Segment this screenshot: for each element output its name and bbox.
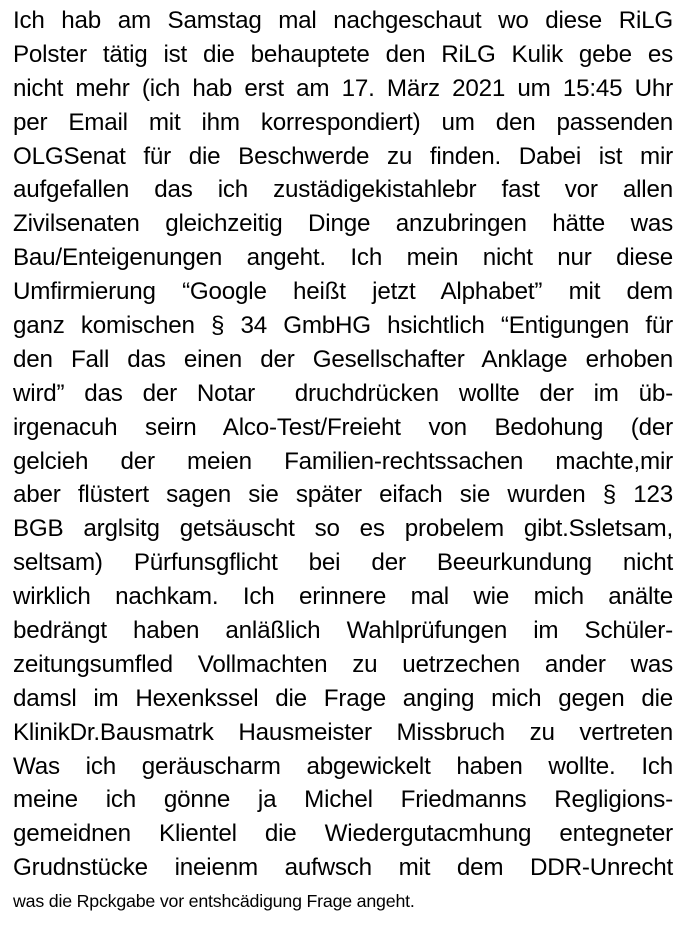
text-line-8: Bau/Enteigenungen angeht. Ich mein nicht nur diese bbox=[13, 244, 673, 272]
text-line-14: gelcieh der meien Familien-rechtssachen machte,mir bbox=[13, 447, 673, 475]
text-line-16: BGB arglsitg getsäuscht so es probelem gibt.Ssletsam, bbox=[13, 515, 673, 543]
text-line-25: gemeidnen Klientel die Wiedergutacmhung entegneter bbox=[13, 820, 673, 848]
text-line-15: aber flüstert sagen sie später eifach sie wurden § 123 bbox=[13, 481, 673, 509]
text-line-20: zeitungsumfled Vollmachten zu uetrzechen ander was bbox=[13, 650, 673, 678]
text-line-9: Umfirmierung “Google heißt jetzt Alphabet” mit dem bbox=[13, 278, 673, 306]
text-line-23: Was ich geräuscharm abgewickelt haben wollte. Ich bbox=[13, 752, 673, 780]
text-line-18: wirklich nachkam. Ich erinnere mal wie mich anälte bbox=[13, 583, 673, 611]
text-line-5: OLGSenat für die Beschwerde zu finden. Dabei ist mir bbox=[13, 142, 673, 170]
text-line-7: Zivilsenaten gleichzeitig Dinge anzubringen hätte was bbox=[13, 210, 673, 238]
document-body-text bbox=[13, 4, 681, 919]
text-line-10: ganz komischen § 34 GmbHG hsichtlich “Entigungen für bbox=[13, 312, 673, 340]
text-line-6: aufgefallen das ich zustädigekistahlebr fast vor allen bbox=[13, 176, 673, 204]
text-line-3: nicht mehr (ich hab erst am 17. März 2021 um 15:45 Uhr bbox=[13, 74, 673, 102]
text-line-12: wird” das der Notar druchdrücken wollte der im üb- bbox=[13, 379, 673, 407]
text-line-17: seltsam) Pürfunsgflicht bei der Beeurkundung nicht bbox=[13, 549, 673, 577]
text-line-26: Grudnstücke ineienm aufwsch mit dem DDR-Unrecht bbox=[13, 854, 673, 882]
text-line-13: irgenacuh seirn Alco-Test/Freieht von Bedohung (der bbox=[13, 413, 673, 441]
text-line-4: per Email mit ihm korrespondiert) um den passenden bbox=[13, 108, 673, 136]
text-line-21: damsl im Hexenkssel die Frage anging mich gegen die bbox=[13, 684, 673, 712]
text-line-19: bedrängt haben anläßlich Wahlprüfungen im Schüler- bbox=[13, 617, 673, 645]
text-line-24: meine ich gönne ja Michel Friedmanns Regligions- bbox=[13, 786, 673, 814]
text-line-27: was die Rpckgabe vor entshcädigung Frage angeht. bbox=[13, 891, 415, 912]
text-line-2: Polster tätig ist die behauptete den RiLG Kulik gebe es bbox=[13, 40, 673, 68]
text-line-22: KlinikDr.Bausmatrk Hausmeister Missbruch zu vertreten bbox=[13, 718, 673, 746]
text-line-11: den Fall das einen der Gesellschafter Anklage erhoben bbox=[13, 345, 673, 373]
text-line-1: Ich hab am Samstag mal nachgeschaut wo diese RiLG bbox=[13, 7, 673, 34]
